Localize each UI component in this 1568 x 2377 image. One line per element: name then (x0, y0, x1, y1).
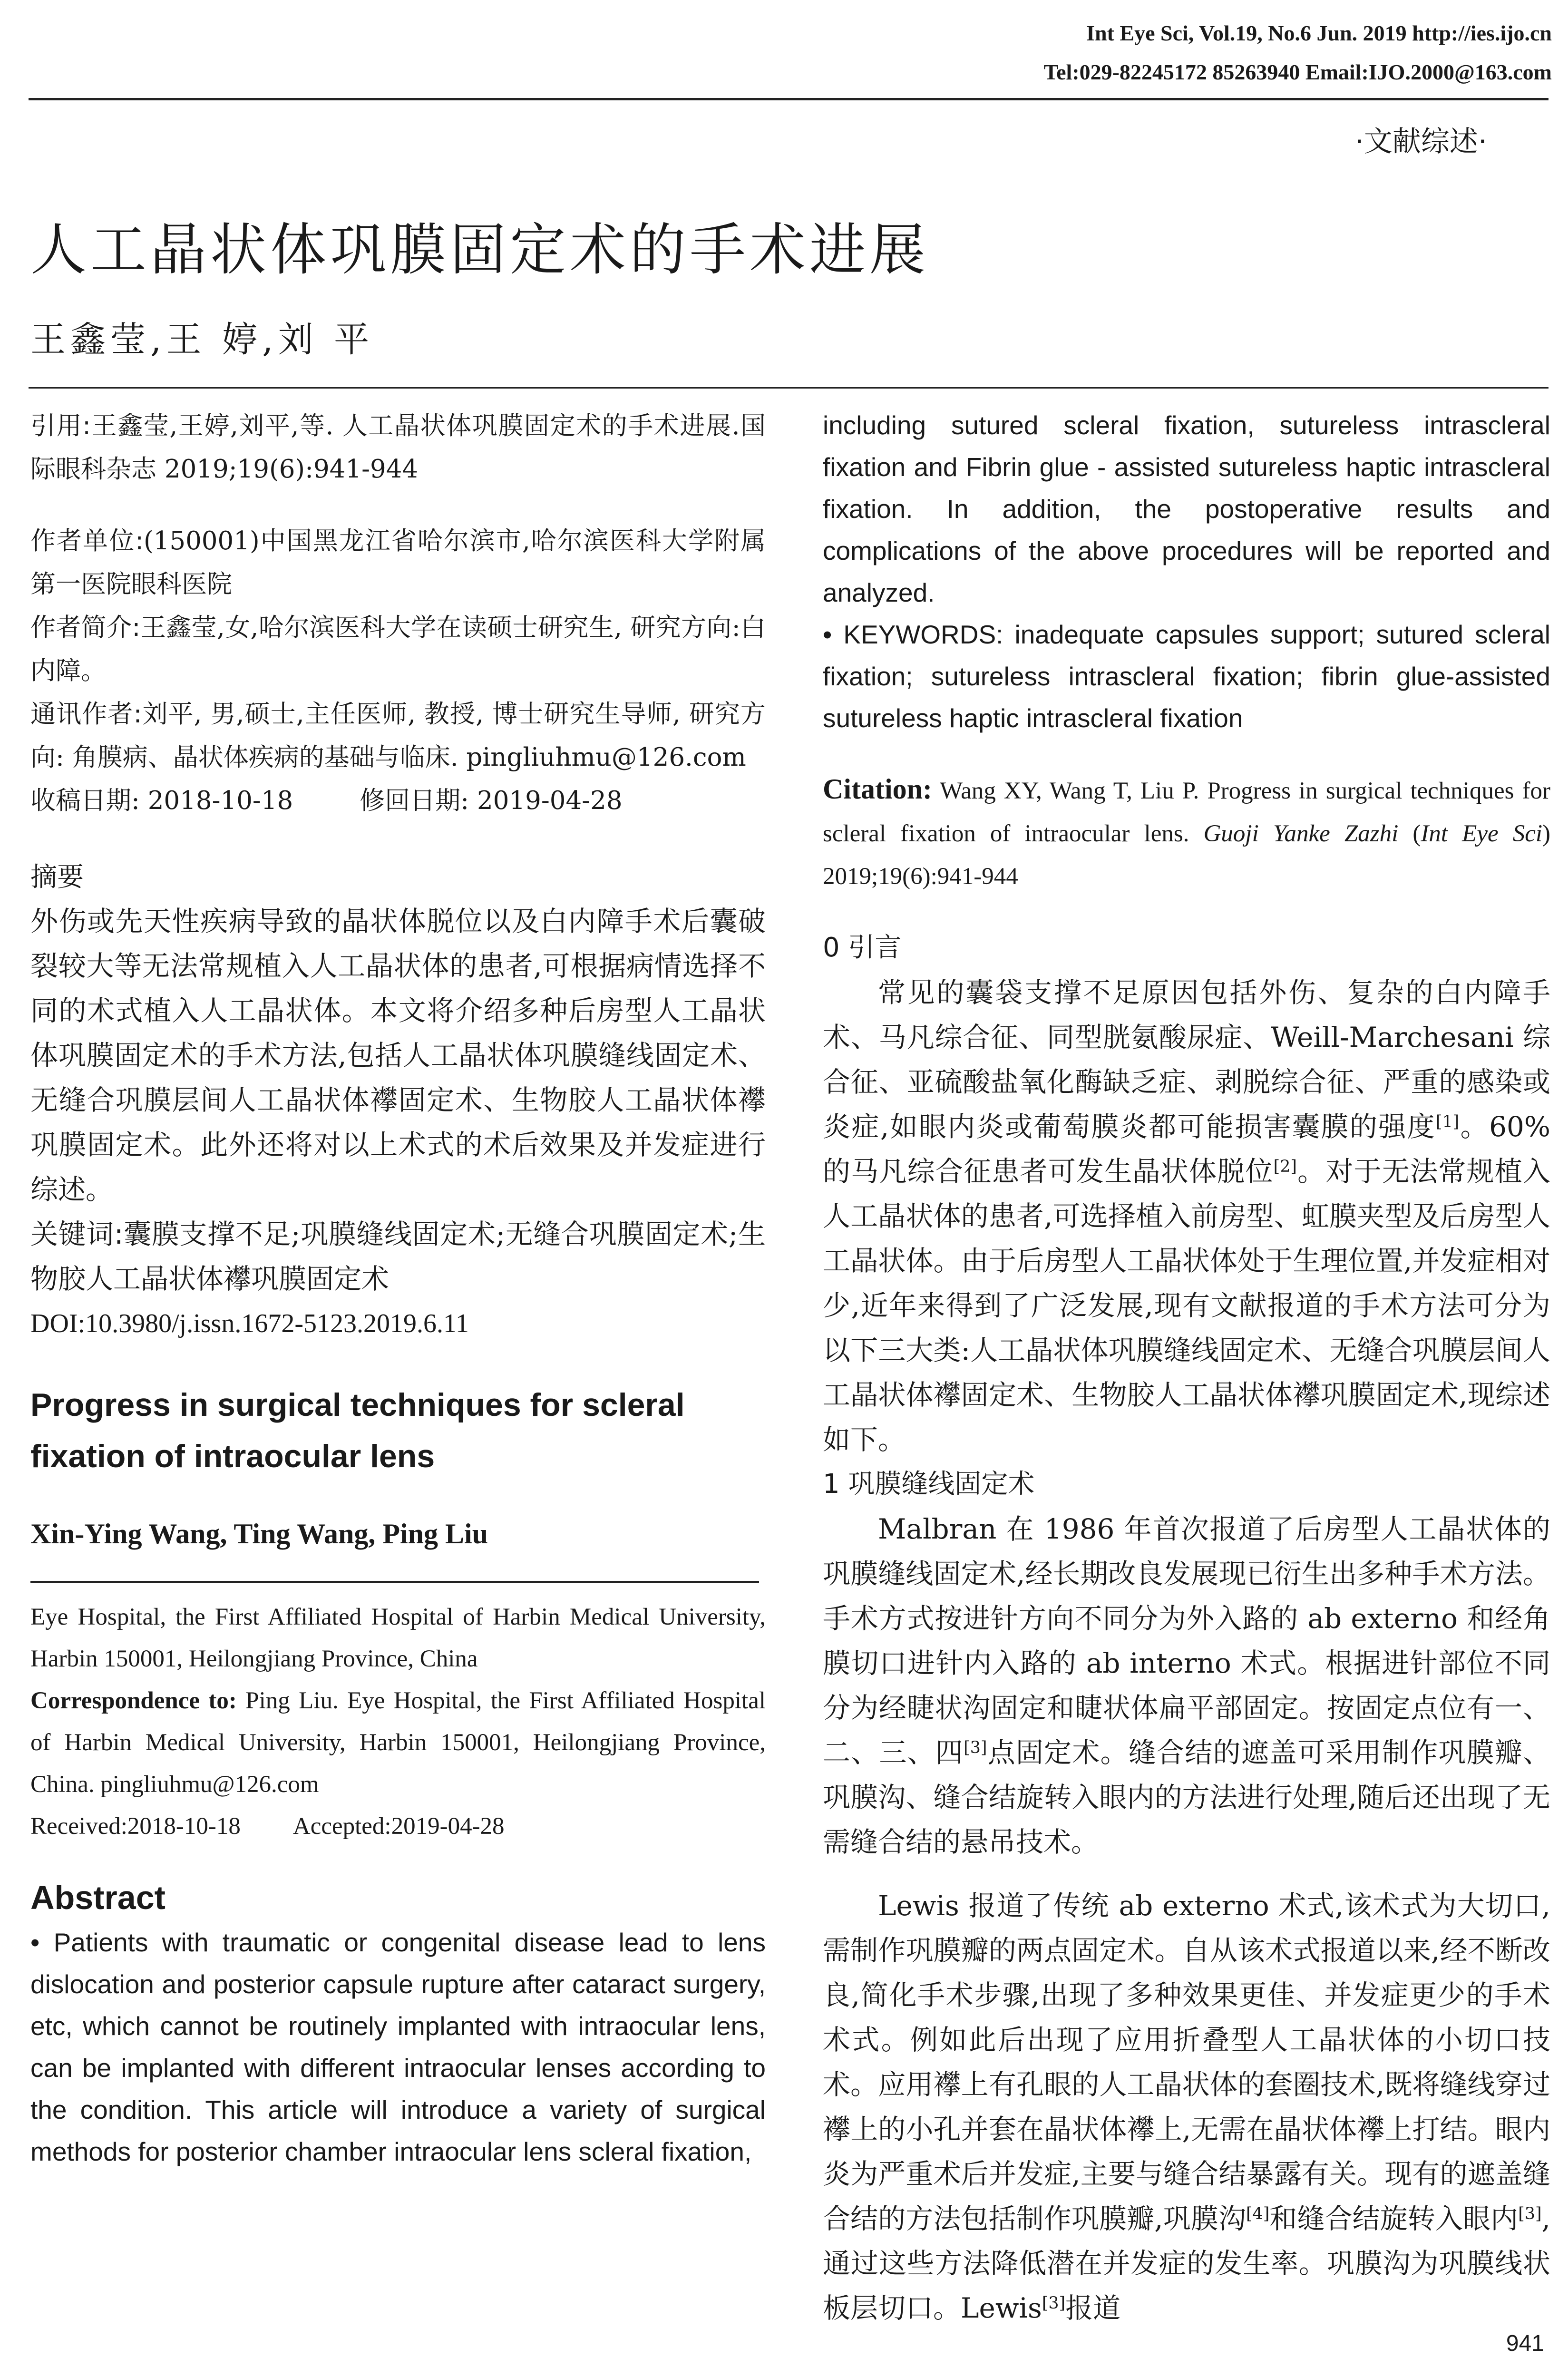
intro-paragraph: 常见的囊袋支撑不足原因包括外伤、复杂的白内障手术、马凡综合征、同型胱氨酸尿症、Weill-Marchesani 综合征、亚硫酸盐氧化酶缺乏症、剥脱综合征、严重的感染或炎症,如眼内炎或葡萄膜炎都可能损害囊膜的强度[1]。60%的马凡综合征患者可发生晶状体脱位[2]。对于无法常规植入人工晶状体的患者,可选择植入前房型、虹膜夹型及后房型人工晶状体。由于后房型人工晶状体处于生理位置,并发症相对少,近年来得到了广泛发展,现有文献报道的手术方法可分为以下三大类:人工晶状体巩膜缝线固定术、无缝合巩膜层间人工晶状体襻固定术、生物胶人工晶状体襻巩膜固定术,现综述如下。 (823, 976, 1550, 1456)
right-column (823, 404, 1550, 2330)
affiliation-cn: 作者单位:(150001)中国黑龙江省哈尔滨市,哈尔滨医科大学附属第一医院眼科医院 (30, 526, 766, 599)
header-rule (29, 98, 1549, 100)
section-tag: ·文献综述· (1354, 125, 1487, 158)
english-correspondence: Correspondence to: Ping Liu. Eye Hospital, the First Affiliated Hospital of Harbin Medical University, Harbin 150001, Heilongjiang Province, China. pingliuhmu@126.com (30, 1687, 766, 1798)
english-affiliation: Eye Hospital, the First Affiliated Hospital of Harbin Medical University, Harbin 150001, Heilongjiang Province, China (30, 1604, 766, 1672)
left-column (30, 404, 766, 2172)
journal-header-line2: Tel:029-82245172 85263940 Email:IJO.2000@163.com (1043, 60, 1552, 84)
abstract-en-part1: • Patients with traumatic or congenital disease lead to lens dislocation and posterior capsule rupture after cataract surgery, etc, which cannot be routinely implanted with intraocular lens, can be implanted with different intraocular lenses according to the condition. This article will introduce a variety of surgical methods for posterior chamber intraocular lens scleral fixation, (30, 1928, 766, 2166)
abstract-cn-title: 摘要 (30, 862, 84, 893)
title-rule (29, 387, 1549, 389)
dates-cn: 收稿日期: 2018-10-18 修回日期: 2019-04-28 (30, 786, 623, 815)
abstract-en-part2: including sutured scleral fixation, sutureless intrascleral fixation and Fibrin glue - assisted sutureless haptic intrascleral fixation. In addition, the postoperative results and complications of the above procedures will be reported and analyzed. (823, 410, 1550, 607)
english-title: Progress in surgical techniques for scleral fixation of intraocular lens (30, 1387, 685, 1474)
keywords-cn: 关键词:囊膜支撑不足;巩膜缝线固定术;无缝合巩膜固定术;生物胶人工晶状体襻巩膜固定术 (30, 1218, 766, 1295)
author-bio-cn: 作者简介:王鑫莹,女,哈尔滨医科大学在读硕士研究生, 研究方向:白内障。 (30, 613, 766, 685)
page-number: 941 (1506, 2331, 1544, 2356)
english-dates: Received:2018-10-18 Accepted:2019-04-28 (30, 1813, 505, 1840)
abstract-title: Abstract (30, 1879, 166, 1916)
article-title: 人工晶状体巩膜固定术的手术进展 (30, 217, 930, 283)
citation-cn: 引用:王鑫莹,王婷,刘平,等. 人工晶状体巩膜固定术的手术进展.国际眼科杂志 2019;19(6):941-944 (30, 411, 766, 484)
section-1-heading: 1 巩膜缝线固定术 (823, 1469, 1035, 1500)
citation-en: Citation: Wang XY, Wang T, Liu P. Progress in surgical techniques for scleral fixation of intraocular lens. Guoji Yanke Zazhi (Int Eye Sci) 2019;19(6):941-944 (823, 773, 1551, 890)
corresponding-author-cn: 通讯作者:刘平, 男,硕士,主任医师, 教授, 博士研究生导师, 研究方向: 角膜病、晶状体疾病的基础与临床. pingliuhmu@126.com (30, 700, 766, 772)
keywords-en: • KEYWORDS: inadequate capsules support; sutured scleral fixation; sutureless intrascleral fixation; fibrin glue-assisted sutureless haptic intrascleral fixation (823, 620, 1550, 733)
abstract-cn-body: 外伤或先天性疾病导致的晶状体脱位以及白内障手术后囊破裂较大等无法常规植入人工晶状体的患者,可根据病情选择不同的术式植入人工晶状体。本文将介绍多种后房型人工晶状体巩膜固定术的手术方法,包括人工晶状体巩膜缝线固定术、无缝合巩膜层间人工晶状体襻固定术、生物胶人工晶状体襻巩膜固定术。此外还将对以上术式的术后效果及并发症进行综述。 (30, 905, 766, 1206)
authors-rule (30, 1581, 759, 1583)
doi: DOI:10.3980/j.issn.1672-5123.2019.6.11 (30, 1309, 469, 1338)
english-authors: Xin-Ying Wang, Ting Wang, Ping Liu (30, 1518, 488, 1549)
authors-cn: 王鑫莹,王 婷,刘 平 (30, 319, 374, 360)
section-0-heading: 0 引言 (823, 932, 902, 963)
section-1-paragraph-1: Malbran 在 1986 年首次报道了后房型人工晶状体的巩膜缝线固定术,经长期改良发展现已衍生出多种手术方法。手术方式按进针方向不同分为外入路的 ab externo 和经角膜切口进针内入路的 ab interno 术式。根据进针部位不同分为经睫状沟固定和睫状体扁平部固定。按固定点位有一、二、三、四[3]点固定术。缝合结的遮盖可采用制作巩膜瓣、巩膜沟、缝合结旋转入眼内的方法进行处理,随后还出现了无需缝合结的悬吊技术。 (823, 1513, 1550, 1858)
journal-header-line1: Int Eye Sci, Vol.19, No.6 Jun. 2019 http://ies.ijo.cn (1086, 21, 1552, 45)
section-1-paragraph-2: Lewis 报道了传统 ab externo 术式,该术式为大切口,需制作巩膜瓣的两点固定术。自从该术式报道以来,经不断改良,简化手术步骤,出现了多种效果更佳、并发症更少的手术术式。例如此后出现了应用折叠型人工晶状体的小切口技术。应用襻上有孔眼的人工晶状体的套圈技术,既将缝线穿过襻上的小孔并套在晶状体襻上,无需在晶状体襻上打结。眼内炎为严重术后并发症,主要与缝合结暴露有关。现有的遮盖缝合结的方法包括制作巩膜瓣,巩膜沟[4]和缝合结旋转入眼内[3],通过这些方法降低潜在并发症的发生率。巩膜沟为巩膜线状板层切口。Lewis[3]报道 (823, 1890, 1550, 2324)
